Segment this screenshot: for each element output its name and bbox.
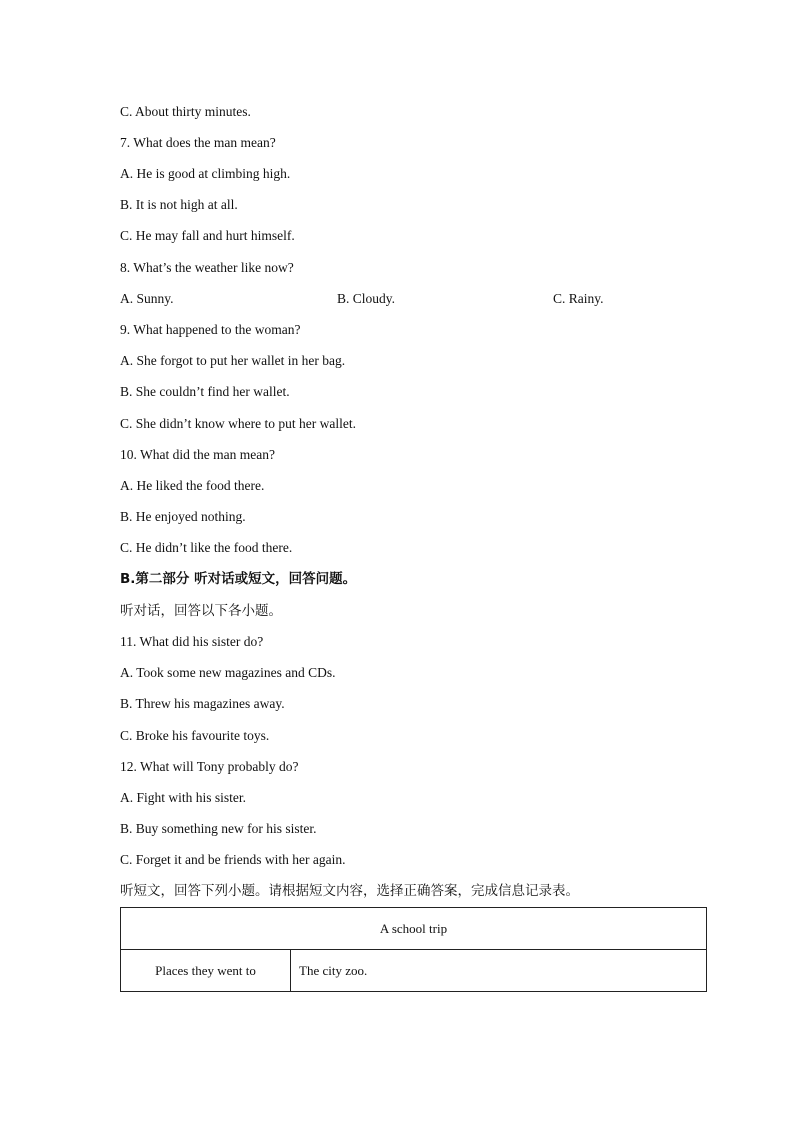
q7-option-b: B. It is not high at all. [120, 197, 238, 212]
q8-option-c: C. Rainy. [553, 291, 604, 306]
section-b-heading: B.第二部分 听对话或短文，回答问题。 [120, 571, 357, 587]
q8-option-b: B. Cloudy. [337, 291, 396, 306]
q12-option-c: C. Forget it and be friends with her again. [120, 852, 346, 867]
q8-question: 8. What’s the weather like now? [120, 260, 294, 275]
dialogue-instruction: 听对话，回答以下各小题。 [120, 603, 282, 619]
q9-option-c: C. She didn’t know where to put her wallet. [120, 416, 356, 431]
table-row [121, 950, 707, 992]
q10-option-c: C. He didn’t like the food there. [120, 540, 293, 555]
q12-option-a: A. Fight with his sister. [120, 790, 247, 805]
q8-option-a: A. Sunny. [120, 291, 174, 306]
q7-option-c: C. He may fall and hurt himself. [120, 228, 295, 243]
passage-instruction: 听短文，回答下列小题。请根据短文内容，选择正确答案，完成信息记录表。 [120, 883, 579, 899]
q9-question: 9. What happened to the woman? [120, 322, 301, 337]
table-title: A school trip [121, 908, 707, 950]
q7-option-a: A. He is good at climbing high. [120, 166, 291, 181]
q7-question: 7. What does the man mean? [120, 135, 276, 150]
q8-options-row [120, 290, 720, 308]
places-value: The city zoo. [291, 950, 707, 992]
q9-option-a: A. She forgot to put her wallet in her bag. [120, 353, 346, 368]
places-label: Places they went to [121, 950, 291, 992]
q11-option-c: C. Broke his favourite toys. [120, 728, 270, 743]
q10-question: 10. What did the man mean? [120, 447, 275, 462]
q6-option-c: C. About thirty minutes. [120, 104, 251, 119]
q10-option-a: A. He liked the food there. [120, 478, 265, 493]
table-row [121, 908, 707, 950]
q11-question: 11. What did his sister do? [120, 634, 264, 649]
q10-option-b: B. He enjoyed nothing. [120, 509, 246, 524]
q9-option-b: B. She couldn’t find her wallet. [120, 384, 290, 399]
q12-option-b: B. Buy something new for his sister. [120, 821, 317, 836]
info-record-table [120, 907, 707, 992]
q11-option-b: B. Threw his magazines away. [120, 696, 285, 711]
q11-option-a: A. Took some new magazines and CDs. [120, 665, 336, 680]
q12-question: 12. What will Tony probably do? [120, 759, 299, 774]
